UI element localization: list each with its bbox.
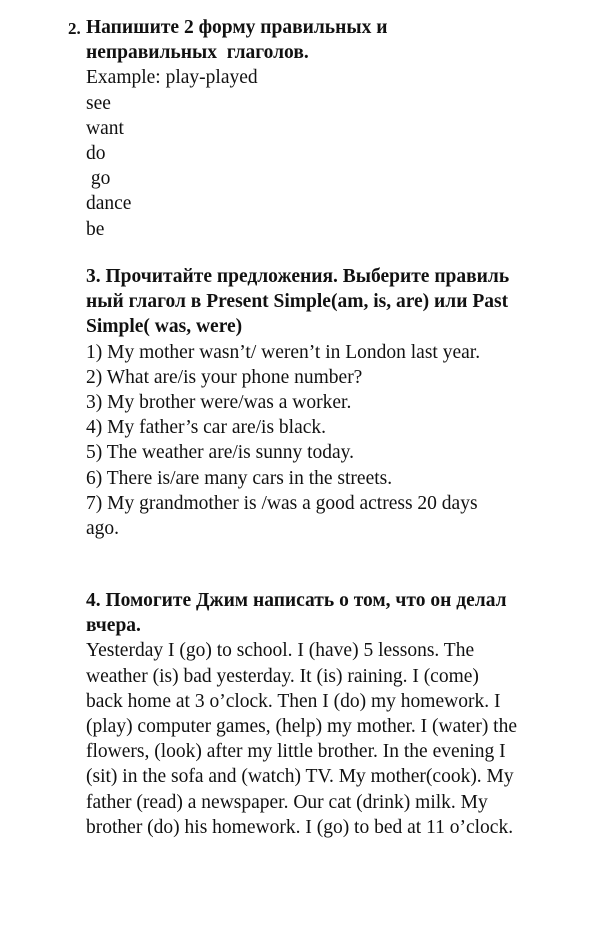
task-3-heading: 3. Прочитайте предложения. Выберите правиль — [86, 266, 510, 287]
task-4-heading: 4. Помогите Джим написать о том, что он делал — [86, 590, 507, 611]
sentence: 6) There is/are many cars in the streets. — [86, 467, 393, 489]
verb-item: be — [86, 218, 105, 240]
sentence: 4) My father’s car are/is black. — [86, 417, 327, 439]
verb-item: go — [86, 168, 111, 190]
text-line: father (read) a newspaper. Our cat (drink) milk. My — [86, 791, 488, 813]
verb-item: dance — [86, 193, 132, 215]
task-3-heading: ный глагол в Present Simple(am, is, are) или Past — [86, 291, 509, 313]
task-3-heading: Simple( was, were) — [86, 316, 243, 338]
task-2-heading: Напишите 2 форму правильных и — [86, 17, 388, 38]
task-4 — [86, 588, 586, 840]
text-line: back home at 3 o’clock. Then I (do) my homework. I — [86, 690, 501, 712]
sentence: ago. — [86, 518, 120, 540]
sentence: 7) My grandmother is /was a good actress 20 days — [86, 492, 478, 514]
text-line: (play) computer games, (help) my mother. I (water) the — [86, 716, 518, 738]
sentence: 1) My mother wasn’t/ weren’t in London last year. — [86, 341, 481, 363]
task-3 — [86, 264, 586, 541]
task-4-heading: вчера. — [86, 615, 141, 637]
verb-item: see — [86, 92, 111, 114]
task-2-example: Example: play-played — [86, 67, 258, 89]
verb-item: do — [86, 143, 106, 165]
text-line: brother (do) his homework. I (go) to bed at 11 o’clock. — [86, 816, 514, 838]
text-line: (sit) in the sofa and (watch) TV. My mother(cook). My — [86, 766, 514, 788]
task-2 — [86, 15, 586, 242]
text-line: weather (is) bad yesterday. It (is) raining. I (come) — [86, 665, 479, 687]
sentence: 3) My brother were/was a worker. — [86, 392, 352, 414]
task-2-heading: неправильных глаголов. — [86, 42, 309, 64]
task-2-number: 2. — [68, 19, 81, 38]
text-line: flowers, (look) after my little brother. In the evening I — [86, 741, 506, 763]
sentence: 5) The weather are/is sunny today. — [86, 442, 355, 464]
verb-item: want — [86, 117, 124, 139]
sentence: 2) What are/is your phone number? — [86, 366, 363, 388]
text-line: Yesterday I (go) to school. I (have) 5 lessons. The — [86, 640, 475, 662]
